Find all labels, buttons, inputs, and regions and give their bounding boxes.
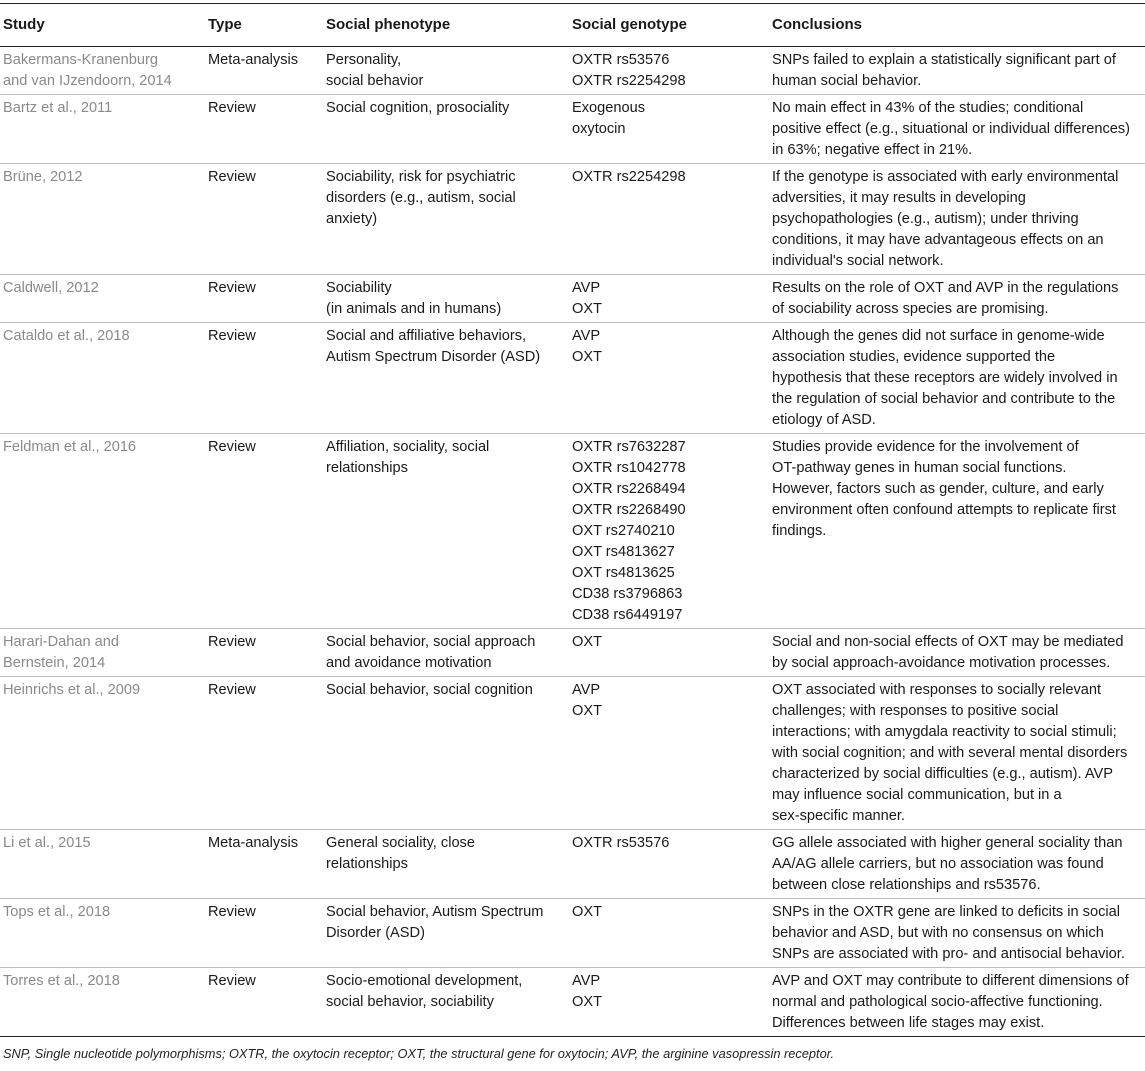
study-line: Bartz et al., 2011	[3, 100, 113, 116]
phenotype-line: relationships	[326, 460, 408, 476]
conclusions-line: may influence social communication, but in a	[772, 787, 1062, 803]
conclusions-line: findings.	[772, 523, 827, 539]
genotype-cell	[568, 47, 768, 95]
genotype-line: AVP	[572, 328, 601, 344]
phenotype-cell	[322, 95, 568, 164]
conclusions-cell	[768, 677, 1145, 830]
table-header	[0, 4, 1145, 47]
genotype-line: OXTR rs1042778	[572, 460, 686, 476]
conclusions-line: However, factors such as gender, culture, and early	[772, 481, 1104, 497]
conclusions-cell	[768, 899, 1145, 968]
type-cell: Review	[204, 164, 322, 275]
table-row	[0, 830, 1145, 899]
phenotype-line: Sociability	[326, 280, 392, 296]
phenotype-line: General sociality, close	[326, 835, 475, 851]
study-cell	[0, 275, 204, 323]
table-row	[0, 95, 1145, 164]
phenotype-cell	[322, 47, 568, 95]
phenotype-cell	[322, 629, 568, 677]
genotype-line: AVP	[572, 682, 601, 698]
phenotype-line: Social behavior, Autism Spectrum	[326, 904, 544, 920]
genotype-line: OXT rs2740210	[572, 523, 675, 539]
genotype-cell	[568, 434, 768, 629]
study-cell	[0, 164, 204, 275]
conclusions-line: conditions, it may have advantageous effects on an	[772, 232, 1104, 248]
phenotype-cell	[322, 164, 568, 275]
conclusions-cell	[768, 275, 1145, 323]
genotype-line: Exogenous	[572, 100, 646, 116]
conclusions-line: SNPs are associated with pro- and antisocial behavior.	[772, 946, 1125, 962]
study-line: Feldman et al., 2016	[3, 439, 137, 455]
conclusions-line: GG allele associated with higher general sociality than	[772, 835, 1123, 851]
genotype-line: OXTR rs53576	[572, 52, 670, 68]
phenotype-line: (in animals and in humans)	[326, 301, 502, 317]
study-line: Brüne, 2012	[3, 169, 83, 185]
study-line: Tops et al., 2018	[3, 904, 111, 920]
conclusions-cell	[768, 164, 1145, 275]
header-social-phenotype: Social phenotype	[322, 4, 568, 47]
type-cell: Review	[204, 899, 322, 968]
studies-table	[0, 3, 1145, 1037]
header-type: Type	[204, 4, 322, 47]
phenotype-line: Disorder (ASD)	[326, 925, 425, 941]
conclusions-cell	[768, 323, 1145, 434]
genotype-line: OXT	[572, 634, 602, 650]
phenotype-cell	[322, 968, 568, 1037]
phenotype-line: Affiliation, sociality, social	[326, 439, 490, 455]
conclusions-line: individual's social network.	[772, 253, 944, 269]
study-cell	[0, 47, 204, 95]
genotype-line: OXT	[572, 301, 602, 317]
phenotype-cell	[322, 677, 568, 830]
study-cell	[0, 968, 204, 1037]
study-line: Torres et al., 2018	[3, 973, 120, 989]
conclusions-line: in 63%; negative effect in 21%.	[772, 142, 973, 158]
genotype-line: CD38 rs3796863	[572, 586, 683, 602]
conclusions-line: hypothesis that these receptors are widely involved in	[772, 370, 1118, 386]
study-line: Cataldo et al., 2018	[3, 328, 130, 344]
conclusions-cell	[768, 629, 1145, 677]
phenotype-line: Social behavior, social cognition	[326, 682, 533, 698]
study-line: Bernstein, 2014	[3, 655, 106, 671]
conclusions-line: with social cognition; and with several mental disorders	[772, 745, 1128, 761]
header-conclusions: Conclusions	[768, 4, 1145, 47]
table-body	[0, 47, 1145, 1037]
phenotype-cell	[322, 275, 568, 323]
study-line: Caldwell, 2012	[3, 280, 99, 296]
type-cell: Review	[204, 323, 322, 434]
genotype-cell	[568, 323, 768, 434]
phenotype-line: social behavior, sociability	[326, 994, 494, 1010]
genotype-cell	[568, 677, 768, 830]
study-line: and van IJzendoorn, 2014	[3, 73, 172, 89]
genotype-line: OXTR rs2268490	[572, 502, 686, 518]
table-row	[0, 323, 1145, 434]
genotype-cell	[568, 830, 768, 899]
genotype-cell	[568, 629, 768, 677]
type-cell: Meta-analysis	[204, 830, 322, 899]
phenotype-line: and avoidance motivation	[326, 655, 492, 671]
table-row	[0, 275, 1145, 323]
genotype-line: OXTR rs2254298	[572, 73, 686, 89]
table-row	[0, 677, 1145, 830]
genotype-line: OXTR rs2268494	[572, 481, 686, 497]
table-footnote: SNP, Single nucleotide polymorphisms; OXTR, the oxytocin receptor; OXT, the structural gene for oxytocin; AVP, the arginine vasopressin receptor.	[3, 1046, 835, 1061]
phenotype-line: Socio-emotional development,	[326, 973, 523, 989]
phenotype-line: social behavior	[326, 73, 424, 89]
type-cell: Review	[204, 629, 322, 677]
genotype-line: OXT	[572, 349, 602, 365]
phenotype-cell	[322, 434, 568, 629]
genotype-line: OXTR rs7632287	[572, 439, 686, 455]
conclusions-line: interactions; with amygdala reactivity to social stimuli;	[772, 724, 1117, 740]
genotype-line: AVP	[572, 280, 601, 296]
genotype-line: OXT	[572, 703, 602, 719]
study-line: Harari-Dahan and	[3, 634, 120, 650]
conclusions-line: No main effect in 43% of the studies; conditional	[772, 100, 1084, 116]
conclusions-line: etiology of ASD.	[772, 412, 876, 428]
genotype-cell	[568, 968, 768, 1037]
genotype-line: CD38 rs6449197	[572, 607, 683, 623]
type-cell: Review	[204, 275, 322, 323]
phenotype-line: relationships	[326, 856, 408, 872]
genotype-line: OXT rs4813627	[572, 544, 675, 560]
conclusions-line: psychopathologies (e.g., autism); under thriving	[772, 211, 1079, 227]
conclusions-line: AA/AG allele carriers, but no association was found	[772, 856, 1104, 872]
study-cell	[0, 830, 204, 899]
conclusions-line: Differences between life stages may exist.	[772, 1015, 1045, 1031]
conclusions-line: human social behavior.	[772, 73, 922, 89]
genotype-line: OXT rs4813625	[572, 565, 675, 581]
genotype-line: oxytocin	[572, 121, 626, 137]
conclusions-cell	[768, 434, 1145, 629]
study-cell	[0, 434, 204, 629]
header-row	[0, 4, 1145, 47]
conclusions-line: characterized by social difficulties (e.g., autism). AVP	[772, 766, 1113, 782]
conclusions-line: Results on the role of OXT and AVP in the regulations	[772, 280, 1119, 296]
conclusions-cell	[768, 47, 1145, 95]
table-row	[0, 968, 1145, 1037]
conclusions-cell	[768, 968, 1145, 1037]
conclusions-line: Studies provide evidence for the involvement of	[772, 439, 1079, 455]
phenotype-line: disorders (e.g., autism, social	[326, 190, 516, 206]
header-study: Study	[0, 4, 204, 47]
phenotype-cell	[322, 899, 568, 968]
conclusions-cell	[768, 95, 1145, 164]
genotype-line: OXT	[572, 994, 602, 1010]
table-row	[0, 434, 1145, 629]
genotype-cell	[568, 95, 768, 164]
table-row	[0, 629, 1145, 677]
table-row	[0, 47, 1145, 95]
phenotype-line: Social behavior, social approach	[326, 634, 536, 650]
study-cell	[0, 629, 204, 677]
conclusions-cell	[768, 830, 1145, 899]
study-cell	[0, 899, 204, 968]
phenotype-line: Social and affiliative behaviors,	[326, 328, 527, 344]
type-cell: Meta-analysis	[204, 47, 322, 95]
type-cell: Review	[204, 968, 322, 1037]
genotype-cell	[568, 275, 768, 323]
table-row	[0, 899, 1145, 968]
conclusions-line: Social and non-social effects of OXT may be mediated	[772, 634, 1124, 650]
conclusions-line: Although the genes did not surface in genome-wide	[772, 328, 1105, 344]
conclusions-line: the regulation of social behavior and contribute to the	[772, 391, 1116, 407]
study-cell	[0, 323, 204, 434]
conclusions-line: OXT associated with responses to socially relevant	[772, 682, 1102, 698]
genotype-cell	[568, 164, 768, 275]
genotype-line: OXTR rs2254298	[572, 169, 686, 185]
genotype-cell	[568, 899, 768, 968]
conclusions-line: SNPs failed to explain a statistically significant part of	[772, 52, 1116, 68]
conclusions-line: challenges; with responses to positive social	[772, 703, 1059, 719]
conclusions-line: between close relationships and rs53576.	[772, 877, 1041, 893]
phenotype-line: Social cognition, prosociality	[326, 100, 510, 116]
phenotype-cell	[322, 323, 568, 434]
study-line: Heinrichs et al., 2009	[3, 682, 141, 698]
conclusions-line: normal and pathological socio-affective functioning.	[772, 994, 1103, 1010]
study-line: Li et al., 2015	[3, 835, 91, 851]
table-row	[0, 164, 1145, 275]
type-cell: Review	[204, 434, 322, 629]
header-social-genotype: Social genotype	[568, 4, 768, 47]
conclusions-line: If the genotype is associated with early environmental	[772, 169, 1119, 185]
genotype-line: AVP	[572, 973, 601, 989]
conclusions-line: by social approach-avoidance motivation processes.	[772, 655, 1111, 671]
conclusions-line: AVP and OXT may contribute to different dimensions of	[772, 973, 1129, 989]
genotype-line: OXT	[572, 904, 602, 920]
phenotype-line: Personality,	[326, 52, 402, 68]
conclusions-line: of sociability across species are promising.	[772, 301, 1049, 317]
phenotype-line: Sociability, risk for psychiatric	[326, 169, 516, 185]
conclusions-line: positive effect (e.g., situational or individual differences)	[772, 121, 1131, 137]
conclusions-line: sex-specific manner.	[772, 808, 906, 824]
conclusions-line: environment often confound attempts to replicate first	[772, 502, 1116, 518]
phenotype-cell	[322, 830, 568, 899]
phenotype-line: Autism Spectrum Disorder (ASD)	[326, 349, 541, 365]
conclusions-line: adversities, it may results in developing	[772, 190, 1026, 206]
study-cell	[0, 677, 204, 830]
study-cell	[0, 95, 204, 164]
conclusions-line: association studies, evidence supported the	[772, 349, 1056, 365]
conclusions-line: behavior and ASD, but with no consensus on which	[772, 925, 1104, 941]
genotype-line: OXTR rs53576	[572, 835, 670, 851]
phenotype-line: anxiety)	[326, 211, 378, 227]
study-line: Bakermans-Kranenburg	[3, 52, 158, 68]
conclusions-line: OT-pathway genes in human social functions.	[772, 460, 1067, 476]
type-cell: Review	[204, 95, 322, 164]
type-cell: Review	[204, 677, 322, 830]
conclusions-line: SNPs in the OXTR gene are linked to deficits in social	[772, 904, 1120, 920]
